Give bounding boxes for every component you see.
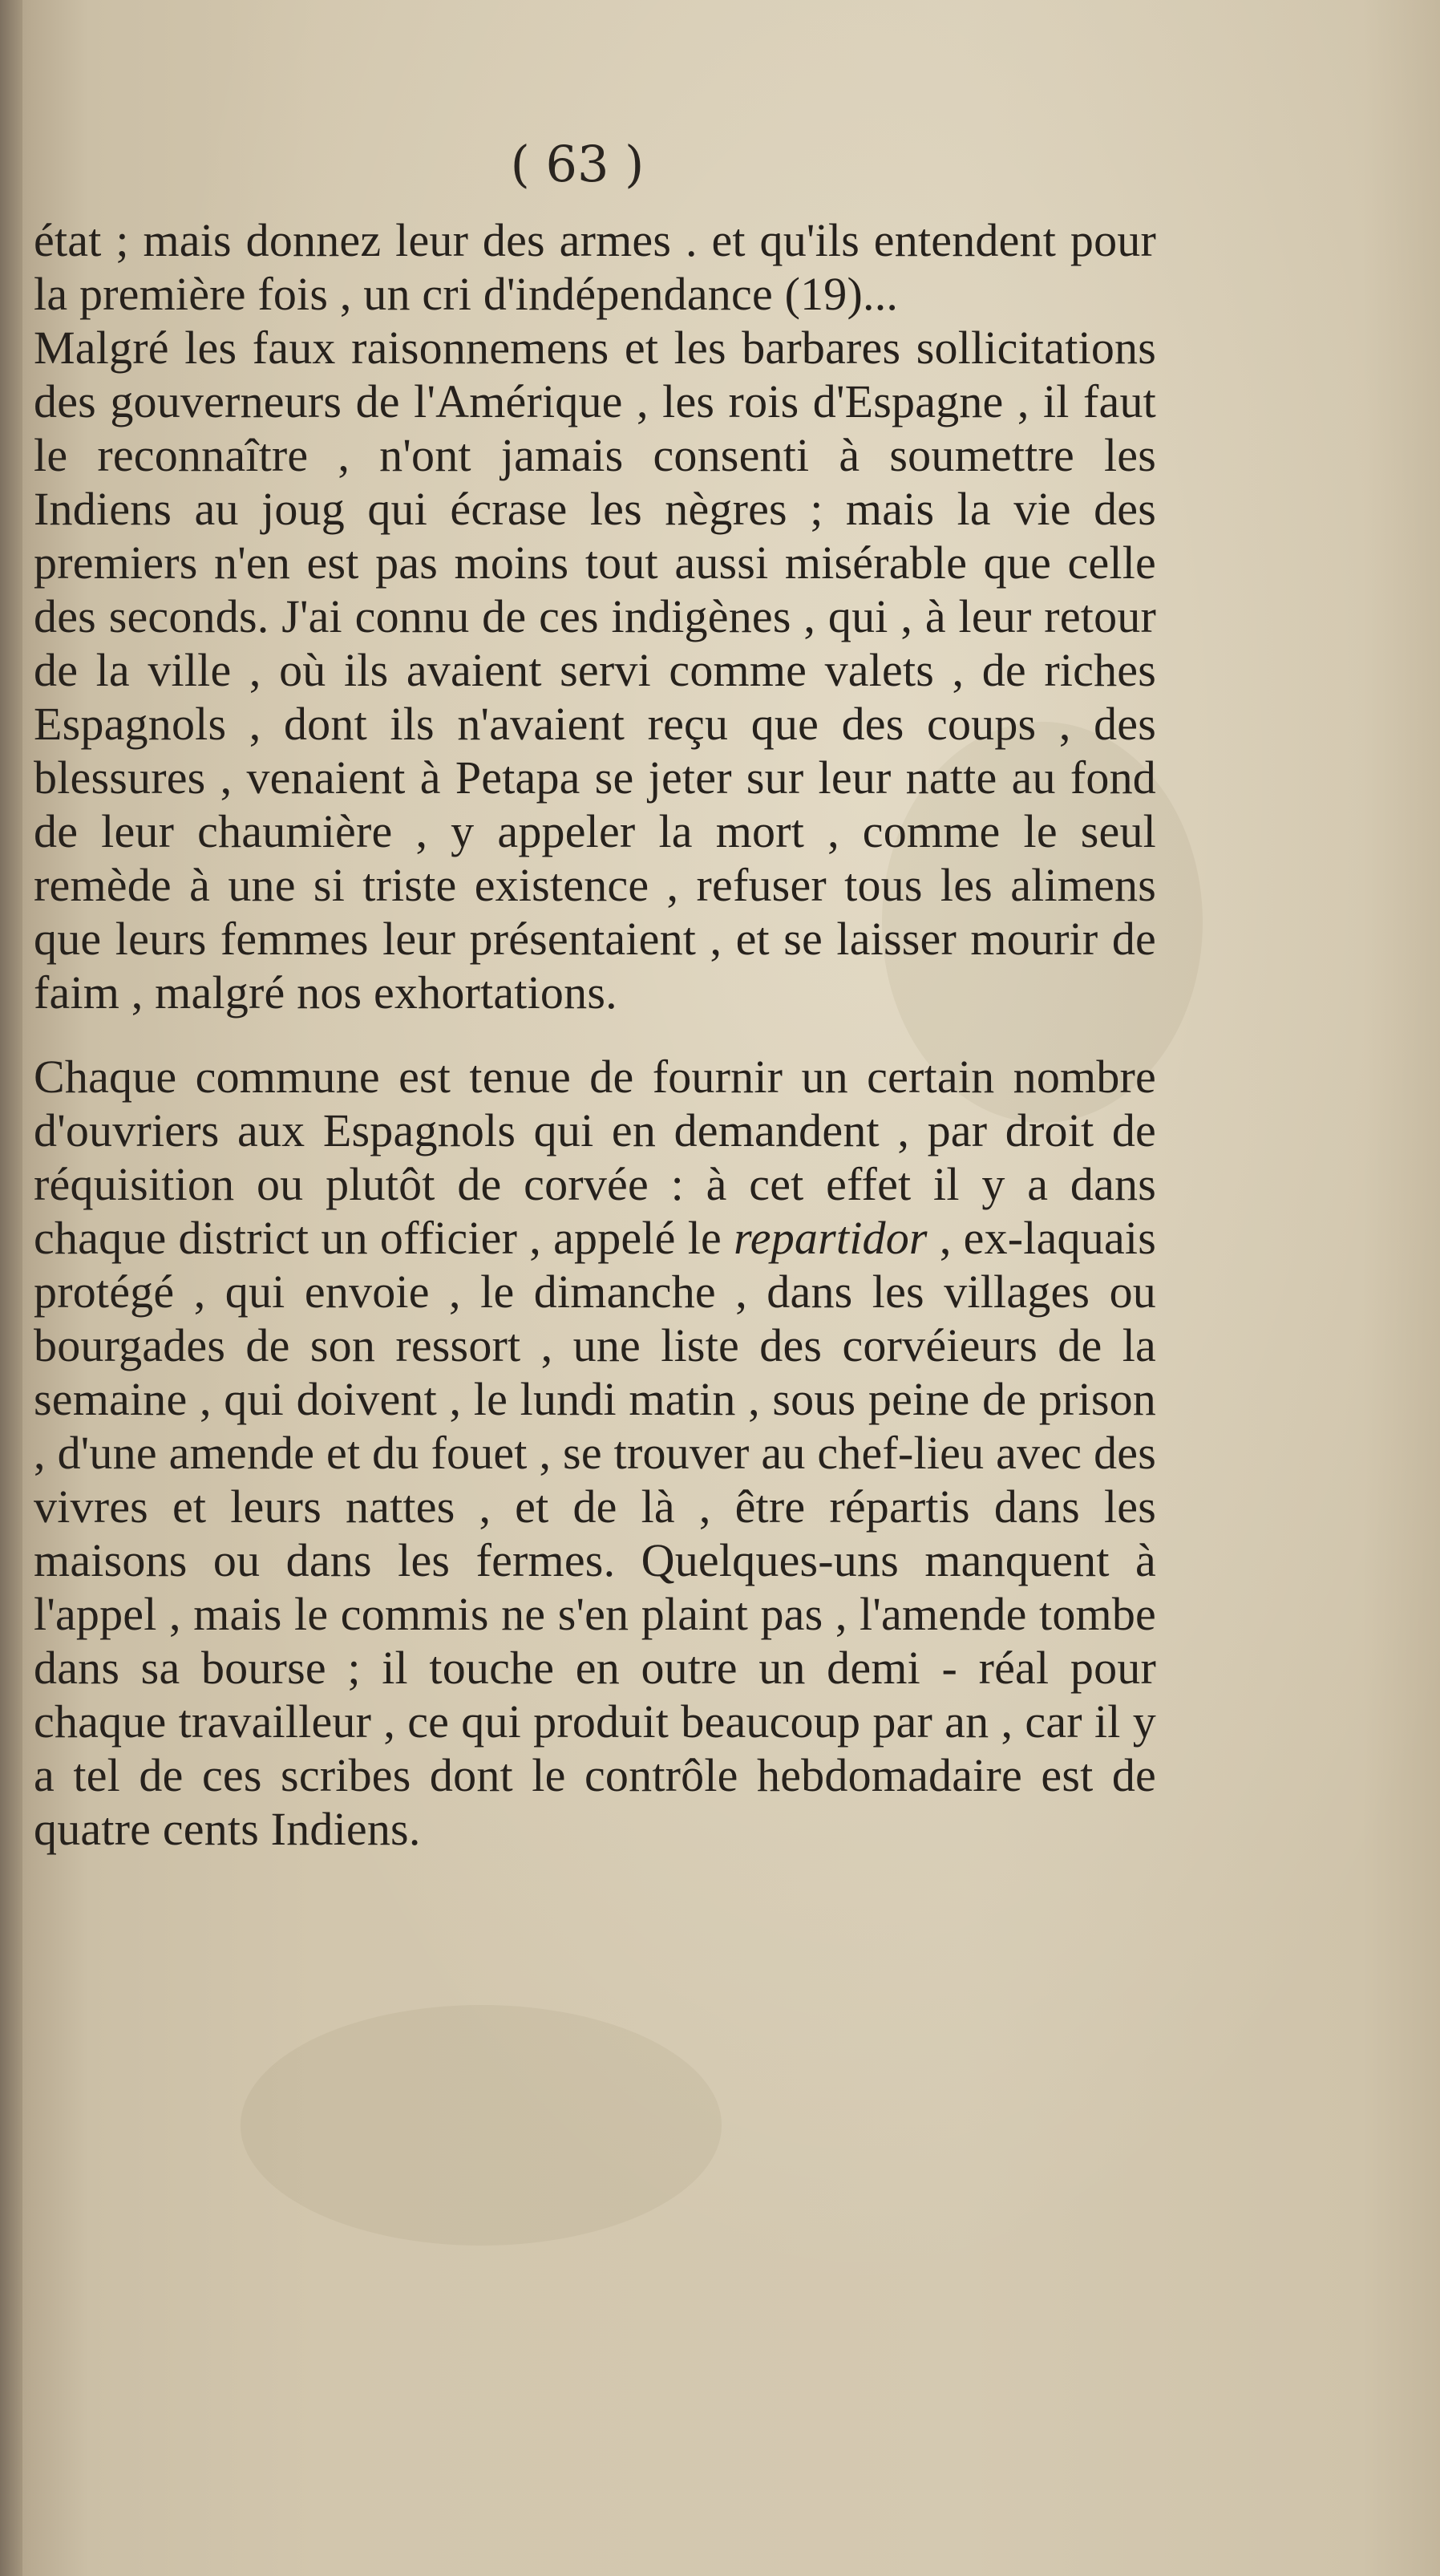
paragraph-3	[34, 1050, 1156, 1856]
binding-edge	[0, 0, 22, 2576]
paragraph-3-text-after: , ex-laquais protégé , qui envoie , le dimanche , dans les villages ou bourgades de son ressort , une liste des corvéieurs de la semaine , qui doivent , le lundi matin , sous peine de prison , d'une amende et du fouet , se trouver au chef-lieu avec des vivres et leurs nattes , et de là , être répartis dans les maisons ou dans les fermes. Quelques-uns manquent à l'appel , mais le commis ne s'en plaint pas , l'amende tombe dans sa bourse ; il touche en outre un demi - réal pour chaque travailleur , ce qui produit beaucoup par an , car il y a tel de ces scribes dont le contrôle hebdomadaire est de quatre cents Indiens.	[34, 1212, 1156, 1855]
paragraph-1: état ; mais donnez leur des armes . et qu'ils entendent pour la première fois , un cri d'indépendance (19)...	[34, 214, 1156, 320]
paper-stain	[241, 2005, 722, 2246]
repartidor-term: repartidor	[734, 1212, 928, 1264]
body-text	[34, 213, 1156, 1856]
paragraph-2: Malgré les faux raisonnemens et les barbares sollicitations des gouverneurs de l'Amérique , les rois d'Espagne , il faut le reconnaître , n'ont jamais consenti à soumettre les Indiens au joug qui écrase les nègres ; mais la vie des premiers n'en est pas moins tout aussi misérable que celle des seconds. J'ai connu de ces indigènes , qui , à leur retour de la ville , où ils avaient servi comme valets , de riches Espagnols , dont ils n'avaient reçu que des coups , des blessures , venaient à Petapa se jeter sur leur natte au fond de leur chaumière , y appeler la mort , comme le seul remède à une si triste existence , refuser tous les alimens que leurs femmes leur présentaient , et se laisser mourir de faim , malgré nos exhortations.	[34, 322, 1156, 1019]
page-number: ( 63 )	[510, 135, 645, 193]
paragraph-3-text-before: Chaque commune est tenue de fournir un certain nombre d'ouvriers aux Espagnols qui en demandent , par droit de réquisition ou plutôt de corvée : à cet effet il y a dans chaque district un officier , appelé le	[34, 1051, 1156, 1264]
